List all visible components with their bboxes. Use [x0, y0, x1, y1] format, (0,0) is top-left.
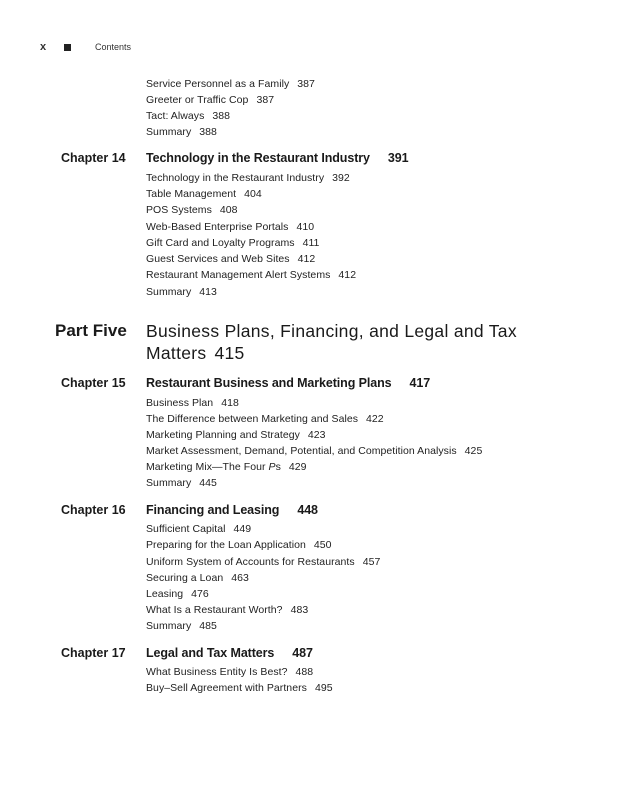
toc-entry[interactable]: [146, 187, 262, 201]
chapter-title-text: Restaurant Business and Marketing Plans: [146, 376, 392, 390]
toc-entry[interactable]: [146, 587, 209, 601]
entry-title: Table Management: [146, 188, 237, 200]
entry-title: Guest Services and Web Sites: [146, 253, 290, 265]
entry-page: 418: [221, 397, 239, 409]
entry-page: 485: [199, 620, 217, 632]
entry-title: Tact: Always: [146, 110, 205, 122]
toc-entry[interactable]: [146, 77, 315, 91]
chapter-page: 417: [409, 376, 431, 390]
toc-entry[interactable]: [146, 93, 274, 107]
entry-title: Gift Card and Loyalty Programs: [146, 237, 295, 249]
part-title-text: Business Plans, Financing, and Legal and Tax Matters: [146, 321, 517, 363]
running-head: [40, 40, 131, 54]
toc-entry[interactable]: [146, 555, 380, 569]
entry-title: Securing a Loan: [146, 572, 224, 584]
entry-page: 423: [307, 429, 326, 441]
entry-title: What Business Entity Is Best?: [146, 666, 288, 678]
entry-title: Sufficient Capital: [146, 523, 226, 535]
toc-entry[interactable]: [146, 444, 482, 458]
entry-page: 410: [296, 221, 315, 233]
toc-entry[interactable]: [146, 428, 326, 442]
square-bullet-icon: [64, 44, 71, 51]
entry-title: Buy–Sell Agreement with Partners: [146, 682, 307, 694]
chapter-title[interactable]: [146, 502, 318, 518]
entry-page: 412: [338, 269, 357, 281]
entry-title: Summary: [146, 126, 192, 138]
toc-entry[interactable]: [146, 619, 217, 633]
toc-entry[interactable]: [146, 220, 314, 234]
toc-entry[interactable]: [146, 665, 313, 679]
chapter-label: Chapter 15: [61, 376, 126, 390]
entry-page: 392: [332, 172, 350, 184]
chapter-page: 487: [292, 646, 313, 660]
entry-title: The Difference between Marketing and Sales: [146, 413, 359, 425]
entry-title: Greeter or Traffic Cop: [146, 94, 249, 106]
entry-page: 445: [199, 477, 217, 489]
entry-title: Uniform System of Accounts for Restaurants: [146, 556, 355, 568]
entry-title: What Is a Restaurant Worth?: [146, 604, 283, 616]
chapter-page: 391: [387, 151, 409, 165]
toc-entry[interactable]: [146, 396, 239, 410]
toc-entry[interactable]: [146, 522, 251, 536]
toc-entry[interactable]: [146, 171, 350, 185]
chapter-page: 448: [297, 503, 318, 517]
entry-page: 388: [212, 110, 231, 122]
entry-page: 412: [297, 253, 316, 265]
toc-entry[interactable]: [146, 571, 249, 585]
entry-page: 495: [314, 682, 333, 694]
entry-title: Web-Based Enterprise Portals: [146, 221, 289, 233]
chapter-title[interactable]: [146, 150, 408, 166]
entry-page: 422: [366, 413, 384, 425]
toc-entry[interactable]: [146, 252, 315, 266]
toc-entry[interactable]: [146, 203, 238, 217]
entry-title: Summary: [146, 286, 192, 298]
toc-entry[interactable]: [146, 268, 356, 282]
entry-title: Market Assessment, Demand, Potential, and Competition Analysis: [146, 445, 457, 457]
chapter-title[interactable]: [146, 375, 430, 391]
entry-page: 450: [313, 539, 332, 551]
part-page: 415: [214, 343, 245, 363]
entry-title: Business Plan: [146, 397, 214, 409]
entry-page: 387: [297, 78, 315, 90]
entry-title: Service Personnel as a Family: [146, 78, 290, 90]
entry-title: Marketing Mix—The Four: [146, 461, 266, 473]
entry-page: 388: [199, 126, 217, 138]
entry-title: POS Systems: [146, 204, 212, 216]
chapter-title-text: Legal and Tax Matters: [146, 646, 275, 660]
toc-entry[interactable]: [146, 603, 308, 617]
entry-page: 483: [290, 604, 309, 616]
page-number: x: [40, 41, 47, 53]
toc-entry[interactable]: [146, 125, 217, 139]
entry-page: 413: [199, 286, 217, 298]
chapter-title[interactable]: [146, 645, 313, 661]
entry-title-italic: P: [268, 461, 276, 473]
toc-entry[interactable]: [146, 412, 384, 426]
toc-entry[interactable]: [146, 538, 332, 552]
entry-title-suffix: s: [275, 461, 281, 473]
toc-entry[interactable]: [146, 460, 307, 474]
toc-entry[interactable]: [146, 285, 217, 299]
entry-page: 449: [233, 523, 252, 535]
toc-entry[interactable]: [146, 109, 230, 123]
toc-entry[interactable]: [146, 236, 319, 250]
entry-page: 411: [302, 237, 320, 249]
entry-page: 429: [288, 461, 307, 473]
chapter-label: Chapter 16: [61, 503, 126, 517]
entry-page: 408: [219, 204, 238, 216]
entry-page: 488: [295, 666, 314, 678]
entry-title: Leasing: [146, 588, 184, 600]
entry-page: 463: [231, 572, 249, 584]
entry-page: 457: [362, 556, 381, 568]
chapter-label: Chapter 14: [61, 151, 126, 165]
part-title[interactable]: [146, 320, 556, 364]
chapter-title-text: Technology in the Restaurant Industry: [146, 151, 370, 165]
entry-title: Summary: [146, 620, 192, 632]
entry-title: Preparing for the Loan Application: [146, 539, 306, 551]
entry-page: 476: [191, 588, 209, 600]
part-label: Part Five: [55, 321, 127, 340]
entry-page: 387: [256, 94, 275, 106]
running-head-section: Contents: [95, 42, 132, 52]
entry-title: Technology in the Restaurant Industry: [146, 172, 325, 184]
entry-page: 404: [244, 188, 262, 200]
entry-page: 425: [464, 445, 483, 457]
entry-title: Restaurant Management Alert Systems: [146, 269, 331, 281]
entry-title: Summary: [146, 477, 192, 489]
toc-entry[interactable]: [146, 681, 333, 695]
chapter-title-text: Financing and Leasing: [146, 503, 280, 517]
entry-title: Marketing Planning and Strategy: [146, 429, 300, 441]
chapter-label: Chapter 17: [61, 646, 126, 660]
toc-entry[interactable]: [146, 476, 217, 490]
